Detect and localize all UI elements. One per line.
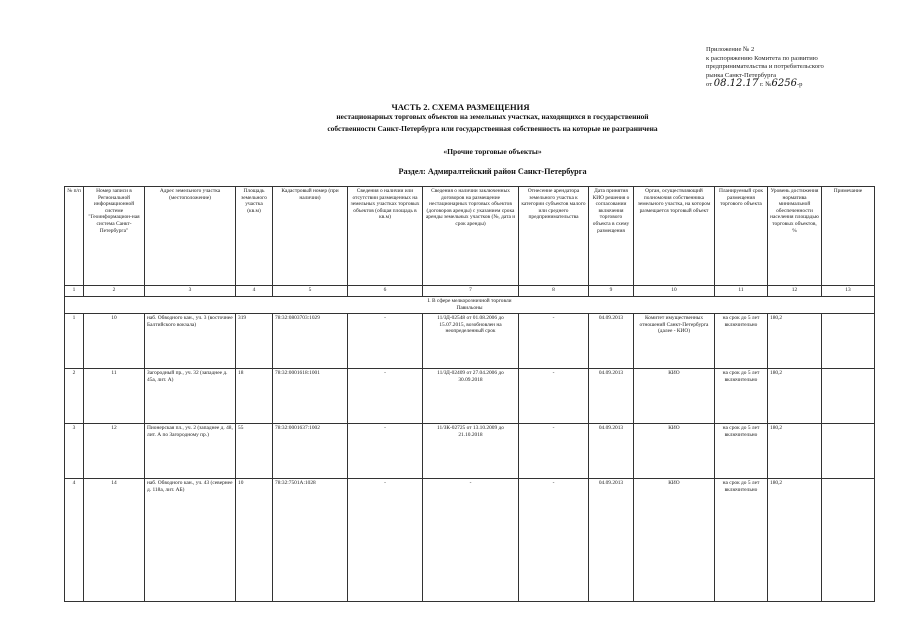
column-number: 9 [589, 286, 634, 297]
column-number: 10 [634, 286, 715, 297]
date-cell: 04.09.2013 [589, 369, 634, 424]
authority-cell: КИО [634, 424, 715, 479]
cadastral-cell: 78:32:0803703:1029 [273, 314, 348, 369]
appendix-date-line [706, 80, 896, 90]
column-number: 5 [273, 286, 348, 297]
authority-cell: КИО [634, 369, 715, 424]
column-number: 12 [768, 286, 822, 297]
appendix-line-2: к распоряжению Комитета по развитию [706, 54, 818, 62]
address-cell: наб. Обводного кан., уч. 43 (севернее д. 118а, лит. АБ) [145, 479, 236, 602]
header-cell: Отнесение арендатора земельного участка к категории субъектов малого или среднего предпринимательства [519, 187, 589, 286]
table-row [65, 424, 875, 479]
date-cell: 04.09.2013 [589, 314, 634, 369]
district-title: Раздел: Адмиралтейский район Санкт-Петербурга [398, 167, 587, 176]
column-number-row [65, 286, 875, 297]
column-number: 11 [715, 286, 768, 297]
level-cell: 180,2 [768, 369, 822, 424]
year-suffix: г. [759, 81, 764, 89]
row-number: 3 [65, 424, 84, 479]
cadastral-cell: 78:32:0001637:1002 [273, 424, 348, 479]
header-cell: Сведения о наличии заключенных договоров на размещение нестационарных торговых объектов (договоров аренды) с указанием срока аренды земельных участков (№, дата и срок аренды) [423, 187, 519, 286]
cadastral-cell: 78:32:7501А:1028 [273, 479, 348, 602]
column-number: 2 [84, 286, 145, 297]
header-cell: Площадь земельного участка (кв.м) [236, 187, 273, 286]
existing-cell: - [348, 424, 423, 479]
date-cell: 04.09.2013 [589, 479, 634, 602]
record-number: 12 [84, 424, 145, 479]
existing-cell: - [348, 369, 423, 424]
column-number: 6 [348, 286, 423, 297]
appendix-line-3: предпринимательства и потребительского [706, 63, 824, 71]
handwritten-date: 08.12.17 [713, 78, 759, 90]
header-cell: Примечание [822, 187, 875, 286]
note-cell [822, 314, 875, 369]
contract-cell: - [423, 479, 519, 602]
column-number: 3 [145, 286, 236, 297]
note-cell [822, 369, 875, 424]
term-cell: на срок до 5 лет включительно [715, 424, 768, 479]
existing-cell: - [348, 314, 423, 369]
header-cell: № п/п [65, 187, 84, 286]
section-row [65, 297, 875, 314]
number-suffix: -р [796, 81, 803, 89]
section-title: I. В сфере мелкорозничной торговли [427, 298, 512, 304]
cadastral-cell: 78:32:0001618:1001 [273, 369, 348, 424]
row-number: 2 [65, 369, 84, 424]
appendix-block [706, 46, 896, 90]
placement-table [64, 186, 875, 602]
record-number: 10 [84, 314, 145, 369]
column-number: 4 [236, 286, 273, 297]
existing-cell: - [348, 479, 423, 602]
address-cell: Загородный пр., уч. 32 (западнее д. 45а, лит. А) [145, 369, 236, 424]
column-number: 7 [423, 286, 519, 297]
header-row [65, 187, 875, 286]
sme-cell: - [519, 369, 589, 424]
contract-cell: 11/ЗД-02548 от 01.08.2006 до 15.07.2015, возобновлен на неопределенный срок [423, 314, 519, 369]
table-row [65, 314, 875, 369]
term-cell: на срок до 5 лет включительно [715, 369, 768, 424]
part-title: ЧАСТЬ 2. СХЕМА РАЗМЕЩЕНИЯ [391, 102, 530, 112]
authority-cell: КИО [634, 479, 715, 602]
row-number: 1 [65, 314, 84, 369]
sme-cell: - [519, 479, 589, 602]
record-number: 11 [84, 369, 145, 424]
header-cell: Сведения о наличии или отсутствии размещенных на земельных участках торговых объектов (общая площадь в кв.м) [348, 187, 423, 286]
header-cell: Орган, осуществляющий полномочия собственника земельного участка, на котором размещается торговый объект [634, 187, 715, 286]
header-cell: Дата принятия КИО решения о согласовании включения торгового объекта в схему размещения [589, 187, 634, 286]
sme-cell: - [519, 314, 589, 369]
address-cell: наб. Обводного кан., уч. 3 (восточнее Балтийского вокзала) [145, 314, 236, 369]
area-cell: 55 [236, 424, 273, 479]
header-cell: Планируемый срок размещения торгового объекта [715, 187, 768, 286]
category-title: «Прочие торговые объекты» [443, 147, 542, 156]
column-number: 8 [519, 286, 589, 297]
note-cell [822, 424, 875, 479]
contract-cell: 11/ЗД-02409 от 27.04.2006 до 30.09.2018 [423, 369, 519, 424]
table-row [65, 479, 875, 602]
table-row [65, 369, 875, 424]
subsection-title: Павильоны [456, 304, 483, 311]
appendix-line-1: Приложение № 2 [706, 46, 755, 53]
sme-cell: - [519, 424, 589, 479]
appendix-line-4: рынка Санкт-Петербурга [706, 71, 777, 79]
address-cell: Пионерская пл., уч. 2 (западнее д. 48, лит. А по Загородному пр.) [145, 424, 236, 479]
area-cell: 18 [236, 369, 273, 424]
column-number: 1 [65, 286, 84, 297]
area-cell: 319 [236, 314, 273, 369]
record-number: 14 [84, 479, 145, 602]
handwritten-number: 6256 [771, 78, 797, 90]
title-line-3: собственности Санкт-Петербурга или государственная собственность на которые не разграничена [327, 124, 658, 133]
section-heading [65, 297, 875, 314]
contract-cell: 11/ЗК-02725 от 13.10.2009 до 21.10.2018 [423, 424, 519, 479]
level-cell: 180,2 [768, 424, 822, 479]
date-prefix: от [706, 81, 713, 89]
level-cell: 180,2 [768, 314, 822, 369]
header-cell: Уровень достижения норматива минимальной обеспеченности населения площадью торговых объектов, % [768, 187, 822, 286]
row-number: 4 [65, 479, 84, 602]
authority-cell: Комитет имущественных отношений Санкт-Петербурга (далее - КИО) [634, 314, 715, 369]
date-cell: 04.09.2013 [589, 424, 634, 479]
note-cell [822, 479, 875, 602]
number-prefix: № [765, 81, 772, 89]
header-cell: Кадастровый номер (при наличии) [273, 187, 348, 286]
term-cell: на срок до 5 лет включительно [715, 479, 768, 602]
area-cell: 10 [236, 479, 273, 602]
header-cell: Адрес земельного участка (местоположение) [145, 187, 236, 286]
header-cell: Номер записи в Региональной информационной системе "Геоинформацион-ная система Санкт-Петербурга" [84, 187, 145, 286]
column-number: 13 [822, 286, 875, 297]
term-cell: на срок до 5 лет включительно [715, 314, 768, 369]
level-cell: 180,2 [768, 479, 822, 602]
title-line-2: нестационарных торговых объектов на земельных участках, находящихся в государственной [336, 112, 649, 121]
